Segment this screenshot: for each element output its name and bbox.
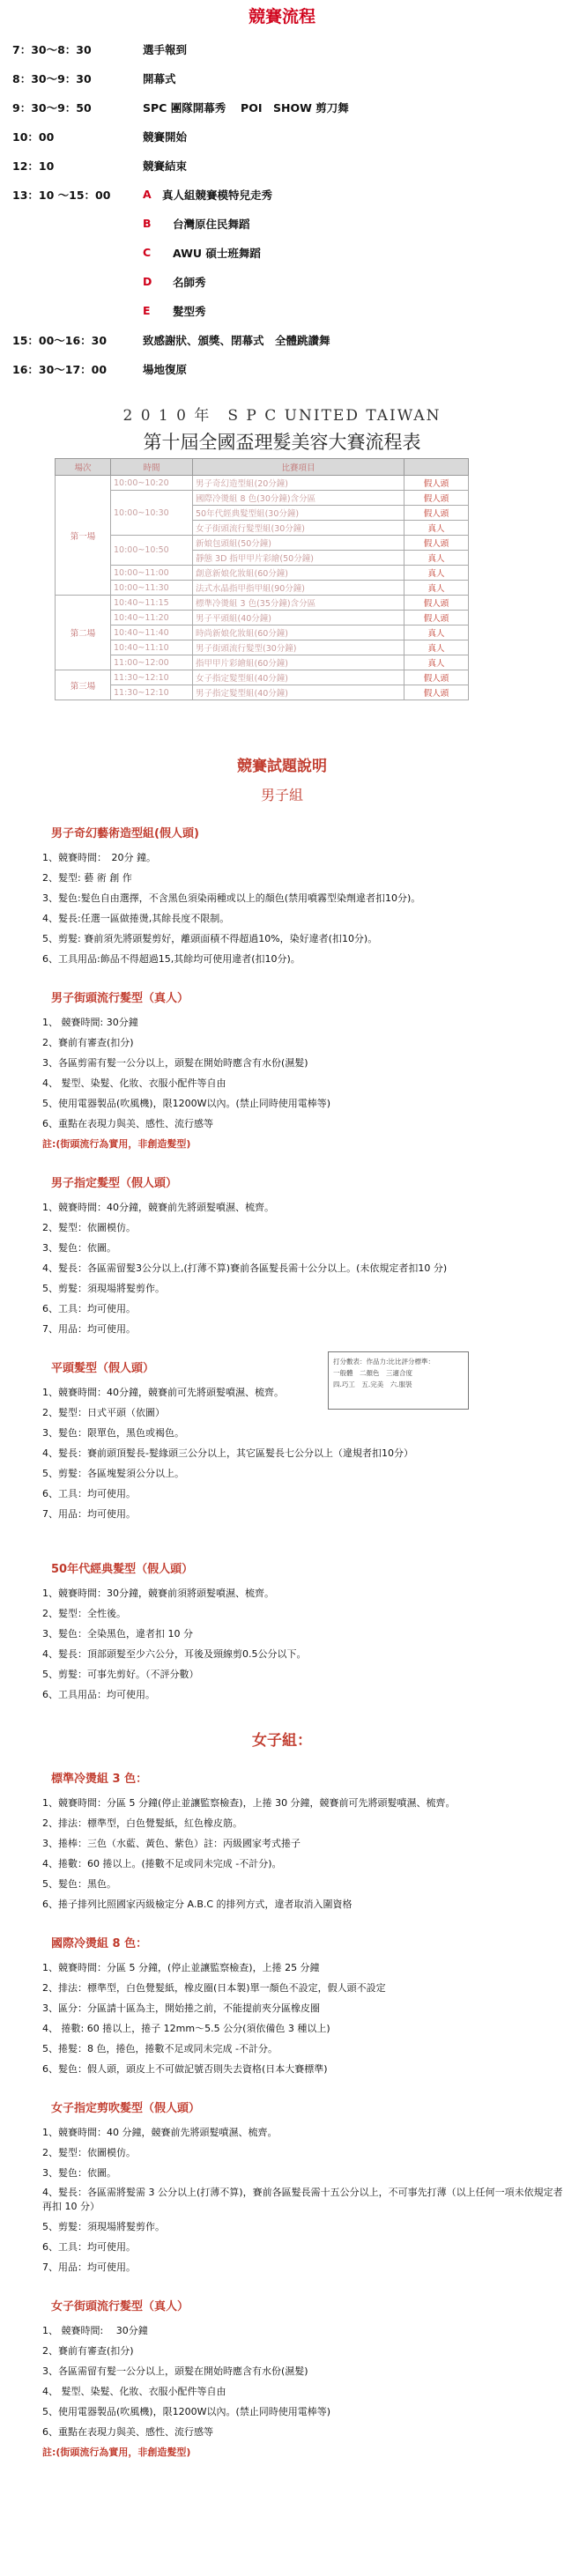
fifties-heading: 50年代經典髮型（假人頭） (51, 1563, 194, 1576)
table-header: 2 0 1 0 年 S P C UNITED TAIWAN (122, 407, 442, 425)
rule-line: 3、各區需留有髮一公分以上，頭髮在開始時應含有水份(濕髮) (42, 2365, 308, 2377)
time-cell: 10:00~11:00 (111, 566, 193, 581)
rule-line: 2、髮型：依圖模仿。 (42, 1222, 136, 1233)
note-cell: 假人頭 (404, 506, 469, 521)
rule-line: 2、髮型：全性後。 (42, 1608, 126, 1619)
table-row (56, 640, 469, 655)
rule-line: 3、髮色：限單色，黑色或褐色。 (42, 1427, 184, 1439)
std-perm-rules (42, 1793, 564, 1914)
schedule-event: SPC 團隊開幕秀 POI SHOW 剪刀舞 (143, 100, 349, 115)
rule-line: 2、髮型: 藝 術 創 作 (42, 872, 132, 884)
schedule-event: 選手報到 (143, 42, 188, 56)
table-row (56, 491, 469, 506)
rule-line: 4、髮長：賽前頭頂髮長-髮緣頭三公分以上，其它區髮長七公分以上（違規者扣10分） (42, 1447, 413, 1459)
women-designated-rules (42, 2122, 564, 2277)
show-name: 名師秀 (173, 275, 206, 289)
table-subtitle: 第十屆全國盃理髮美容大賽流程表 (143, 432, 421, 453)
schedule-event: 競賽結束 (143, 159, 188, 173)
rule-line: 4、 髮型、染髮、化妝、衣服小配件等自由 (42, 1077, 226, 1089)
rule-note: 註:(街頭流行為實用，非創造髮型) (42, 2446, 191, 2458)
table-row (56, 655, 469, 670)
rule-line: 7、用品：均可使用。 (42, 1323, 136, 1335)
rule-line: 1、競賽時間： 20分 鐘。 (42, 852, 156, 863)
schedule-time: 7：30～8：30 (12, 42, 92, 56)
intl-perm-rules (42, 1958, 564, 2079)
session-cell: 第一場 (56, 476, 111, 596)
show-name: 髮型秀 (173, 304, 206, 318)
fantasy-rules (42, 848, 564, 969)
schedule-time: 12：10 (12, 159, 55, 173)
rule-line: 5、剪髮：可事先剪好。（不評分數） (42, 1669, 199, 1680)
women-section-title: 女子組： (252, 1732, 312, 1750)
rule-line: 5、剪髮: 賽前須先將頭髮剪好，離頭面積不得超過10%，染好違者(扣10分)。 (42, 933, 378, 944)
note-cell: 真人 (404, 566, 469, 581)
item-cell: 男子平頭組(40分鐘) (193, 611, 404, 625)
rule-line: 3、髮色：依圖。 (42, 2167, 116, 2179)
item-cell: 男子街頭流行髮型(30分鐘) (193, 640, 404, 655)
time-cell: 10:40~11:10 (111, 640, 193, 655)
std-perm-heading: 標準冷燙組 3 色： (51, 1773, 148, 1786)
rule-line: 5、剪髮：須現場將髮剪作。 (42, 1283, 165, 1294)
men-designated-rules (42, 1197, 564, 1339)
rule-line: 1、競賽時間：分區 5 分鐘(停止並讓監察檢查)，上捲 30 分鐘，競賽前可先將頭髮噴濕、梳齊。 (42, 1797, 456, 1809)
rule-line: 6、髮色：假人頭，頭皮上不可做記號否則失去資格(日本大賽標準) (42, 2063, 328, 2075)
rule-line: 6、工具用品：均可使用。 (42, 1689, 155, 1700)
schedule-row (12, 34, 564, 63)
table-row (56, 685, 469, 700)
schedule-row (12, 93, 564, 122)
column-header: 時間 (111, 459, 193, 476)
rule-line: 2、髮型：日式平頭（依圖） (42, 1407, 165, 1418)
show-row (12, 296, 564, 325)
rule-line: 1、競賽時間：40分鐘，競賽前可先將頭髮噴濕、梳齊。 (42, 1387, 284, 1398)
show-letter: C (143, 246, 152, 259)
schedule-time: 13：10 ～15：00 (12, 188, 111, 202)
table-row (56, 476, 469, 491)
women-street-rules (42, 2321, 564, 2462)
schedule-row (12, 180, 564, 209)
box-line: 打分數表：作品力:比比評分標準： (333, 1358, 435, 1366)
rule-line: 4、髮長：各區需留髮3公分以上,(打薄不算)賽前各區髮長需十公分以上。(未依規定者扣10 分) (42, 1262, 448, 1274)
item-cell: 創意新娘化妝組(60分鐘) (193, 566, 404, 581)
rule-line: 4、髮長:任選一區做捲燙,其餘長度不限制。 (42, 913, 230, 924)
show-row (12, 238, 564, 267)
schedule-row (12, 354, 564, 383)
time-cell: 10:40~11:40 (111, 625, 193, 640)
time-cell: 10:00~11:30 (111, 581, 193, 596)
item-cell: 標準冷燙組 3 色(35分鐘)含分區 (193, 596, 404, 611)
fantasy-heading: 男子奇幻藝術造型組(假人頭) (51, 827, 199, 840)
note-cell: 假人頭 (404, 596, 469, 611)
note-cell: 真人 (404, 640, 469, 655)
item-cell: 國際冷燙組 8 色(30分鐘)含分區 (193, 491, 404, 506)
note-cell: 假人頭 (404, 670, 469, 685)
rule-line: 5、捲髮：8 色，捲色，捲數不足或同未完成 -不計分。 (42, 2043, 278, 2054)
rule-line: 4、髮長：頂部頭髮至少六公分，耳後及頸線剪0.5公分以下。 (42, 1648, 307, 1660)
men-street-heading: 男子街頭流行髮型（真人） (51, 992, 189, 1005)
table-row (56, 625, 469, 640)
column-header: 場次 (56, 459, 111, 476)
time-cell: 10:00~10:20 (111, 476, 193, 491)
rule-line: 2、排法：標準型，白色覺髮紙，橡皮圈(日本製)單一顏色不設定，假人頭不設定 (42, 1982, 386, 1994)
note-cell: 假人頭 (404, 611, 469, 625)
session-cell: 第三場 (56, 670, 111, 700)
rules-title: 競賽試題說明 (237, 758, 327, 775)
show-name: AWU 碩士班舞蹈 (173, 246, 261, 260)
men-section-title: 男子組 (260, 787, 303, 803)
table-row (56, 596, 469, 611)
table-row (56, 670, 469, 685)
rule-line: 7、用品：均可使用。 (42, 1508, 136, 1520)
rule-line: 4、捲數：60 捲以上。(捲數不足或同未完成 -不計分)。 (42, 1858, 282, 1869)
note-cell: 真人 (404, 551, 469, 566)
rule-line: 5、髮色：黑色。 (42, 1878, 116, 1890)
rule-line: 2、髮型：依圖模仿。 (42, 2147, 136, 2158)
scoring-box (328, 1351, 469, 1410)
item-cell: 時尚新娘化妝組(60分鐘) (193, 625, 404, 640)
women-street-heading: 女子街頭流行髮型（真人） (51, 2300, 189, 2313)
time-cell: 10:40~11:15 (111, 596, 193, 611)
show-letter: A (143, 188, 152, 201)
rule-line: 6、工具：均可使用。 (42, 1488, 136, 1499)
show-name: 真人組競賽模特兒走秀 (162, 188, 273, 202)
rule-line: 4、 捲數: 60 捲以上，捲子 12mm～5.5 公分(須依備色 3 種以上) (42, 2023, 330, 2034)
item-cell: 靜態 3D 指甲甲片彩繪(50分鐘) (193, 551, 404, 566)
item-cell: 女子街頭流行髮型組(30分鐘) (193, 521, 404, 536)
rule-line: 2、賽前有審查(扣分) (42, 2345, 134, 2357)
rule-line: 1、競賽時間：40分鐘，競賽前先將頭髮噴濕、梳齊。 (42, 1202, 274, 1213)
rule-line: 3、各區剪需有髮一公分以上，頭髮在開始時應含有水份(濕髮) (42, 1057, 308, 1069)
item-cell: 男子指定髮型組(40分鐘) (193, 685, 404, 700)
table-header-row (56, 459, 469, 476)
time-cell: 11:30~12:10 (111, 685, 193, 700)
box-line: 四.巧工 五.完美 六.服裝 (333, 1381, 412, 1388)
rule-line: 3、髮色：全染黑色，違者扣 10 分 (42, 1628, 193, 1640)
schedule-row (12, 325, 564, 354)
item-cell: 女子指定髮型組(40分鐘) (193, 670, 404, 685)
time-cell: 11:30~12:10 (111, 670, 193, 685)
rule-line: 5、剪髮：各區塊髮須公分以上。 (42, 1468, 184, 1479)
men-street-rules (42, 1012, 564, 1154)
note-cell: 假人頭 (404, 536, 469, 551)
item-cell: 新娘包頭組(50分鐘) (193, 536, 404, 551)
show-letter: E (143, 304, 151, 317)
competition-table (55, 458, 469, 700)
schedule-time: 16：30～17：00 (12, 362, 108, 376)
show-letter: D (143, 275, 152, 288)
rule-line: 2、賽前有審查(扣分) (42, 1037, 134, 1048)
rule-note: 註:(街頭流行為實用，非創造髮型) (42, 1138, 191, 1150)
table-row (56, 611, 469, 625)
item-cell: 法式水晶指甲指甲組(90分鐘) (193, 581, 404, 596)
time-cell: 10:00~10:50 (111, 536, 193, 566)
rule-line: 5、使用電器製品(吹風機)，限1200W以內。(禁止同時使用電棒等) (42, 2406, 331, 2417)
rule-line: 3、區分：分區請十區為主，開始捲之前，不能提前夾分區橡皮圈 (42, 2002, 320, 2014)
schedule-event: 致感謝狀、頒獎、閉幕式 全體跳讚舞 (143, 333, 330, 347)
rule-line: 3、捲棒：三色（水藍、黃色、紫色）註：丙級國家考式捲子 (42, 1838, 301, 1849)
show-row (12, 267, 564, 296)
rule-line: 2、排法：標準型，白色覺髮紙，紅色橡皮筋。 (42, 1817, 242, 1829)
rule-line: 6、工具用品:飾品不得超過15,其餘均可使用違者(扣10分)。 (42, 953, 301, 965)
item-cell: 指甲甲片彩繪組(60分鐘) (193, 655, 404, 670)
session-cell: 第二場 (56, 596, 111, 670)
schedule-row (12, 151, 564, 180)
rule-line: 3、髮色：依圖。 (42, 1242, 116, 1254)
schedule-time: 15：00～16：30 (12, 333, 108, 347)
rule-line: 1、 競賽時間: 30分鐘 (42, 2325, 148, 2336)
intl-perm-heading: 國際冷燙組 8 色： (51, 1937, 148, 1951)
note-cell: 假人頭 (404, 491, 469, 506)
item-cell: 男子奇幻造型組(20分鐘) (193, 476, 404, 491)
note-cell: 真人 (404, 655, 469, 670)
schedule-event: 場地復原 (143, 362, 188, 376)
rule-line: 6、重點在表現力與美、感性、流行感等 (42, 2426, 213, 2438)
schedule-time: 8：30～9：30 (12, 71, 92, 85)
column-header: 比賽項目 (193, 459, 404, 476)
flat-top-rules (42, 1382, 564, 1524)
schedule-row (12, 122, 564, 151)
show-name: 台灣原住民舞蹈 (173, 217, 250, 231)
time-cell: 10:40~11:20 (111, 611, 193, 625)
table-row (56, 566, 469, 581)
show-letter: B (143, 217, 152, 230)
rule-line: 6、工具：均可使用。 (42, 1303, 136, 1314)
note-cell: 假人頭 (404, 476, 469, 491)
rule-line: 5、剪髮：須現場將髮剪作。 (42, 2221, 165, 2232)
table-row (56, 581, 469, 596)
note-cell: 假人頭 (404, 685, 469, 700)
flat-top-heading: 平頭髮型（假人頭） (51, 1362, 155, 1375)
rule-line: 1、 競賽時間: 30分鐘 (42, 1017, 138, 1028)
note-cell: 真人 (404, 625, 469, 640)
note-cell: 真人 (404, 521, 469, 536)
table-row (56, 536, 469, 551)
note-cell: 真人 (404, 581, 469, 596)
rule-line: 5、使用電器製品(吹風機)，限1200W以內。(禁止同時使用電棒等) (42, 1098, 331, 1109)
rule-line: 1、競賽時間：40 分鐘，競賽前先將頭髮噴濕、梳齊。 (42, 2127, 278, 2138)
schedule-title: 競賽流程 (248, 7, 315, 26)
fifties-rules (42, 1583, 564, 1705)
box-line: 一般體 二顏色 三適合度 (333, 1369, 412, 1377)
column-header (404, 459, 469, 476)
rule-line: 1、競賽時間：分區 5 分鐘，(停止並讓監察檢查)，上捲 25 分鐘 (42, 1962, 320, 1973)
schedule-event: 開幕式 (143, 71, 176, 85)
schedule-time: 10：00 (12, 130, 55, 144)
schedule-event: 競賽開始 (143, 130, 188, 144)
rule-line: 3、髮色:髮色自由選擇，不含黑色須染兩種或以上的顏色(禁用噴霧型染劑違者扣10分)。 (42, 892, 421, 904)
rule-line: 6、捲子排列比照國家丙級檢定分 A.B.C 的排列方式，違者取消入圍資格 (42, 1899, 352, 1910)
rule-line: 6、工具：均可使用。 (42, 2241, 136, 2253)
rule-line: 4、 髮型、染髮、化妝、衣服小配件等自由 (42, 2386, 226, 2397)
schedule-list (12, 34, 564, 383)
men-designated-heading: 男子指定髮型（假人頭） (51, 1177, 178, 1190)
show-row (12, 209, 564, 238)
women-designated-heading: 女子指定剪吹髮型（假人頭） (51, 2102, 201, 2115)
schedule-row (12, 63, 564, 93)
rule-line: 4、髮長：各區需將髮需 3 公分以上(打薄不算)，賽前各區髮長需十五公分以上，不可事先打薄（以上任何一項未依規定者再扣 10 分） (42, 2187, 563, 2212)
item-cell: 50年代經典髮型組(30分鐘) (193, 506, 404, 521)
rule-line: 7、用品：均可使用。 (42, 2261, 136, 2273)
time-cell: 10:00~10:30 (111, 491, 193, 536)
schedule-time: 9：30～9：50 (12, 100, 92, 115)
time-cell: 11:00~12:00 (111, 655, 193, 670)
rule-line: 6、重點在表現力與美、感性、流行感等 (42, 1118, 213, 1129)
rule-line: 1、競賽時間：30分鐘，競賽前須將頭髮噴濕、梳齊。 (42, 1588, 274, 1599)
